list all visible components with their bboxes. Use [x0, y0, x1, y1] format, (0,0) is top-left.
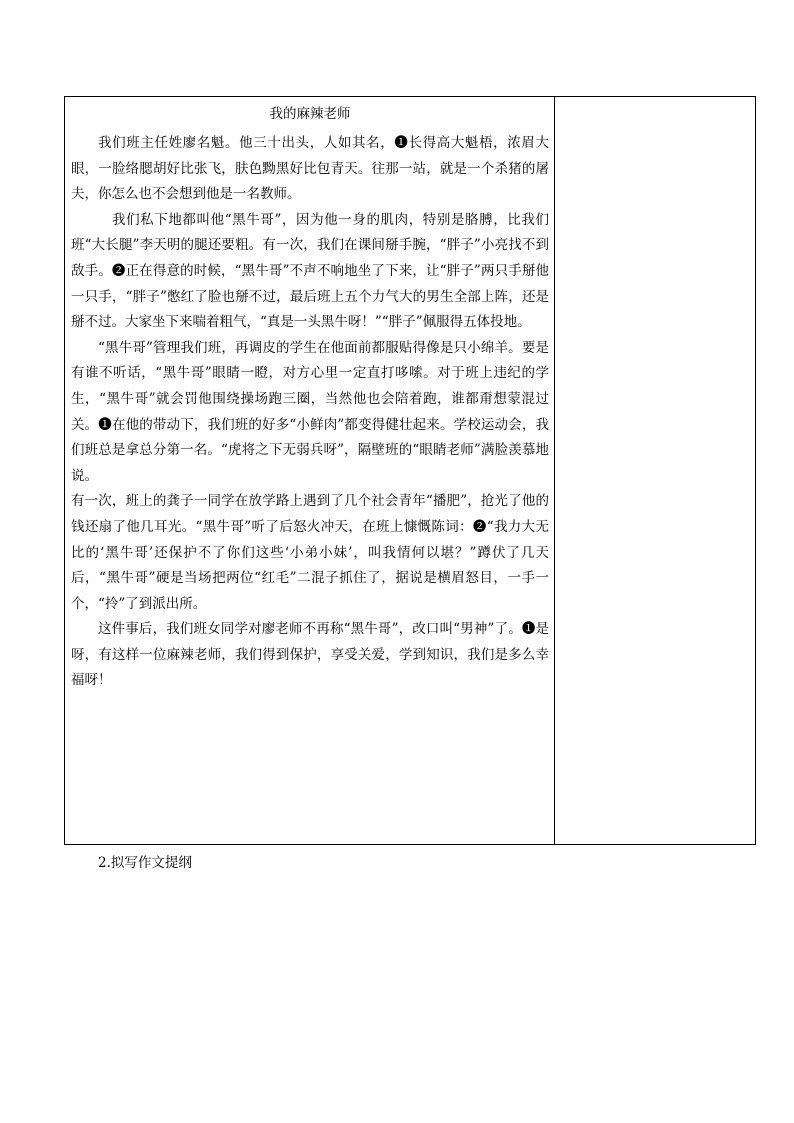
essay-title: 我的麻辣老师	[269, 106, 351, 122]
essay-paragraph-3: “黑牛哥”管理我们班，再调皮的学生在他面前都服贴得像是只小绵羊。要是有谁不听话，“黑牛哥”眼睛一瞪，对方心里一定直打哆嗦。对于班上违纪的学生，“黑牛哥”就会罚他围绕操场跑三圈，当然他也会陪着跑，谁都甭想蒙混过关。❶在他的带动下，我们班的好多“小鲜肉”都变得健壮起来。学校运动会，我们班总是拿总分第一名。“虎将之下无弱兵呀”，隔壁班的“眼睛老师”满脸羡慕地说。	[71, 339, 549, 484]
essay-paragraph-5: 这件事后，我们班女同学对廖老师不再称“黑牛哥”，改口叫“男神”了。❶是呀，有这样一位麻辣老师，我们得到保护，享受关爱，学到知识，我们是多么幸福呀！	[71, 621, 549, 689]
essay-paragraph-4: 有一次，班上的龚子一同学在放学路上遇到了几个社会青年“播肥”，抢光了他的钱还扇了他几耳光。“黑牛哥”听了后怒火冲天，在班上慷慨陈词：❷“我力大无比的‘黑牛哥’还保护不了你们这些‘小弟小妹’，叫我情何以堪？”蹲伏了几天后，“黑牛哥”硬是当场把两位“红毛”二混子抓住了，据说是横眉怒目，一手一个，“拎”了到派出所。	[71, 493, 549, 612]
essay-table	[64, 96, 756, 845]
annotation-cell	[555, 97, 755, 844]
outline-heading: 2.拟写作文提纲	[98, 855, 192, 871]
essay-paragraph-1: 我们班主任姓廖名魁。他三十出头，人如其名，❶长得高大魁梧，浓眉大眼，一脸络腮胡好比张飞，肤色黝黑好比包青天。往那一站，就是一个杀猪的屠夫，你怎么也不会想到他是一名教师。	[71, 135, 549, 203]
essay-cell	[65, 97, 555, 844]
essay-paragraph-2: 我们私下地都叫他“黑牛哥”，因为他一身的肌肉，特别是胳膊，比我们班“大长腿”李天明的腿还要粗。有一次，我们在课间掰手腕，“胖子”小亮找不到敌手。❷正在得意的时候，“黑牛哥”不声不响地坐了下来，让“胖子”两只手掰他一只手，“胖子”憋红了脸也掰不过，最后班上五个力气大的男生全部上阵，还是掰不过。大家坐下来喘着粗气，“真是一头黑牛呀！”“胖子”佩服得五体投地。	[71, 211, 549, 331]
